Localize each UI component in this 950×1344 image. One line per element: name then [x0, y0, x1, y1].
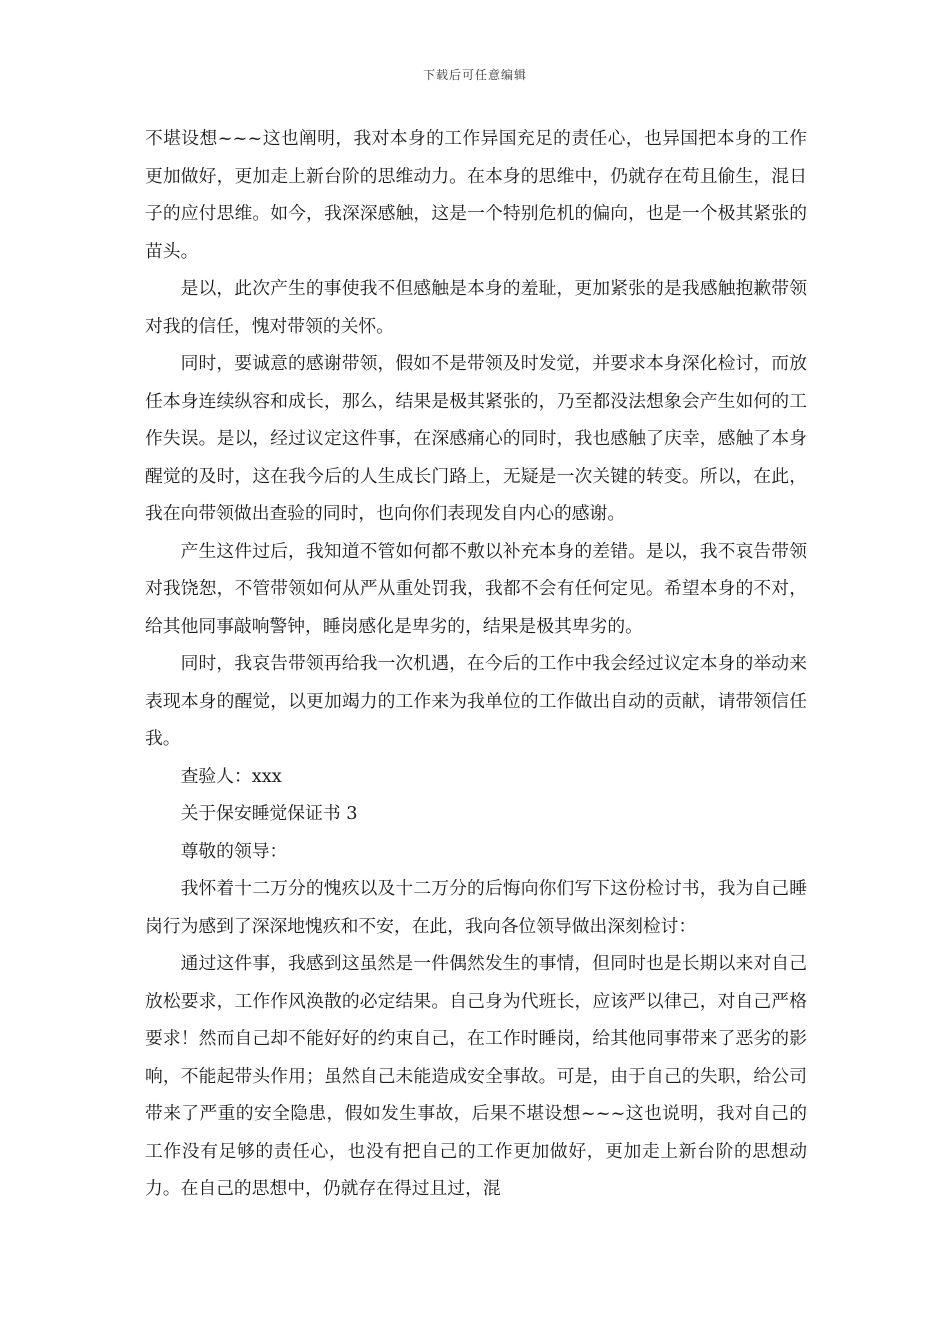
- paragraph-2: 是以，此次产生的事使我不但感触是本身的羞耻，更加紧张的是我感触抱歉带领对我的信任，愧对带领的关怀。: [145, 278, 807, 337]
- signature-line: 查验人：xxx: [180, 765, 282, 787]
- paragraph-4: 产生这件过后，我知道不管如何都不敷以补充本身的差错。是以，我不哀告带领对我饶恕，不管带领如何从严从重处罚我，我都不会有任何定见。希望本身的不对，给其他同事敲响警钟，睡岗感化是卑劣的，结果是极其卑劣的。: [145, 540, 807, 637]
- paragraph-3: 同时，要诚意的感谢带领，假如不是带领及时发觉，并要求本身深化检讨，而放任本身连续纵容和成长，那么，结果是极其紧张的，乃至都没法想象会产生如何的工作失误。是以，经过议定这件事，在深感痛心的同时，我也感触了庆幸，感触了本身醒觉的及时，这在我今后的人生成长门路上，无疑是一次关键的转变。所以，在此，我在向带领做出查验的同时，也向你们表现发自内心的感谢。: [145, 353, 807, 524]
- section-title: 关于保安睡觉保证书 3: [180, 803, 358, 824]
- paragraph-5: 同时，我哀告带领再给我一次机遇，在今后的工作中我会经过议定本身的举动来表现本身的醒觉，以更加竭力的工作来为我单位的工作做出自动的贡献，请带领信任我。: [145, 653, 807, 749]
- salutation: 尊敬的领导：: [180, 840, 288, 862]
- paragraph-6: 我怀着十二万分的愧疚以及十二万分的后悔向你们写下这份检讨书，我为自己睡岗行为感到了深深地愧疚和不安，在此，我向各位领导做出深刻检讨：: [145, 878, 807, 937]
- paragraph-1: 不堪设想~~~这也阐明，我对本身的工作异国充足的责任心，也异国把本身的工作更加做好，更加走上新台阶的思维动力。在本身的思维中，仍就存在苟且偷生，混日子的应付思维。如今，我深深感触，这是一个特别危机的偏向，也是一个极其紧张的苗头。: [145, 128, 807, 262]
- paragraph-7: 通过这件事，我感到这虽然是一件偶然发生的事情，但同时也是长期以来对自己放松要求，工作作风涣散的必定结果。自己身为代班长，应该严以律己，对自己严格要求！然而自己却不能好好的约束自己，在工作时睡岗，给其他同事带来了恶劣的影响，不能起带头作用；虽然自己未能造成安全事故。可是，由于自己的失职，给公司带来了严重的安全隐患，假如发生事故，后果不堪设想~~~这也说明，我对自己的工作没有足够的责任心，也没有把自己的工作更加做好，更加走上新台阶的思想动力。在自己的思想中，仍就存在得过且过，混: [145, 953, 807, 1199]
- page-header: 下载后可任意编辑: [422, 68, 527, 82]
- document-body: [145, 120, 807, 1208]
